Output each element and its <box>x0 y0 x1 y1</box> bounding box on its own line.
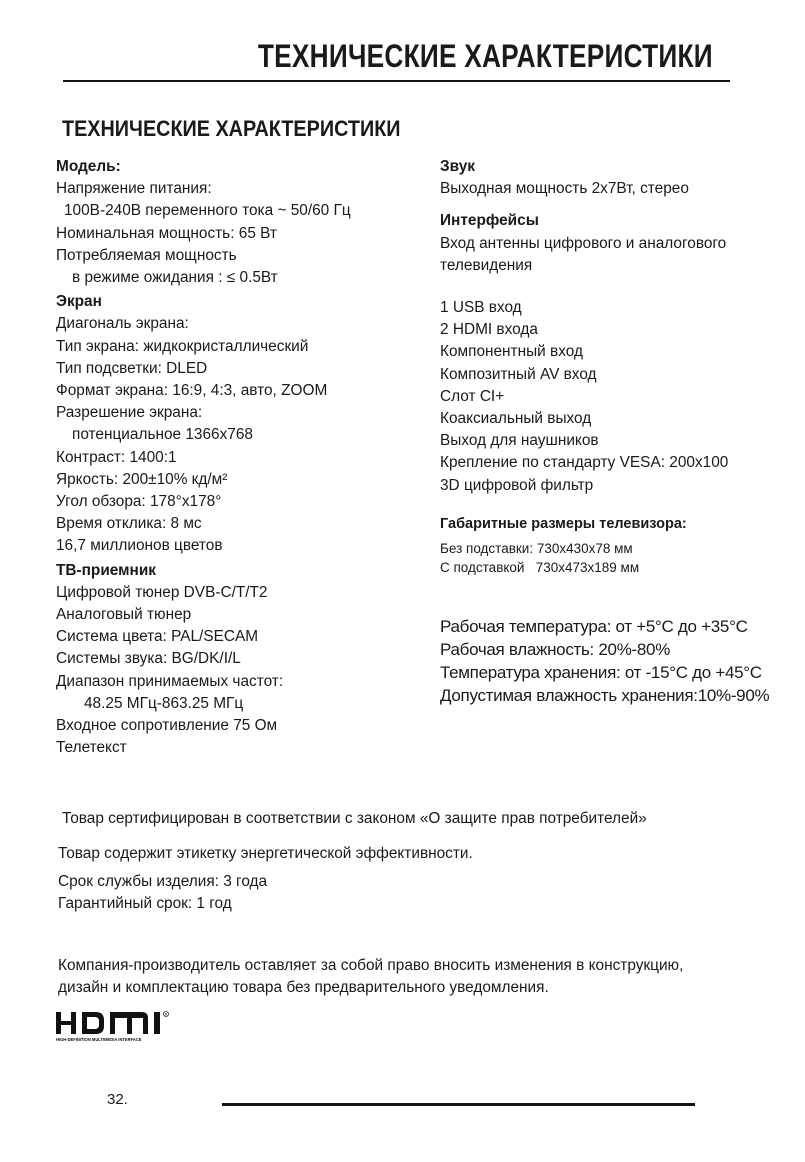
left-column <box>56 156 426 759</box>
spec-line: Без подставки: 730x430x78 мм <box>440 541 633 557</box>
spec-line: Номинальная мощность: 65 Вт <box>56 224 277 242</box>
spec-line: Выходная мощность 2x7Вт, стерео <box>440 180 689 198</box>
spec-line: Композитный AV вход <box>440 365 597 383</box>
spec-line: Выход для наушников <box>440 432 599 450</box>
hdmi-tagline: HIGH-DEFINITION MULTIMEDIA INTERFACE <box>56 1037 142 1042</box>
certification-note <box>62 808 647 830</box>
spec-line: Компонентный вход <box>440 343 583 361</box>
spec-line: Допустимая влажность хранения:10%-90% <box>440 686 770 706</box>
spec-line: Контраст: 1400:1 <box>56 448 177 466</box>
spec-line: в режиме ожидания : ≤ 0.5Вт <box>72 269 278 287</box>
spec-line: Тип подсветки: DLED <box>56 359 208 377</box>
spec-line: 1 USB вход <box>440 299 522 317</box>
hdmi-logo <box>56 1010 184 1044</box>
spec-line: Система цвета: PAL/SECAM <box>56 628 259 646</box>
spec-line: Формат экрана: 16:9, 4:3, авто, ZOOM <box>56 382 328 400</box>
footer-line: дизайн и комплектацию товара без предварительного уведомления. <box>58 979 549 996</box>
spec-line: Вход антенны цифрового и аналогового <box>440 234 727 252</box>
spec-line: Системы звука: BG/DK/I/L <box>56 650 241 668</box>
spec-line: Температура хранения: от -15°C до +45°C <box>440 663 762 683</box>
footer-line: Срок службы изделия: 3 года <box>58 873 268 890</box>
spec-line: Коаксиальный выход <box>440 410 592 428</box>
svg-text:R: R <box>164 1012 168 1017</box>
energy-label-note <box>58 843 473 865</box>
spec-line: 48.25 МГц-863.25 МГц <box>84 694 244 712</box>
disclaimer <box>58 955 683 999</box>
tv-receiver-heading: ТВ-приемник <box>56 561 157 579</box>
spec-line: Время отклика: 8 мс <box>56 515 202 533</box>
spec-line: Рабочая влажность: 20%-80% <box>440 640 671 660</box>
dimensions-heading: Габаритные размеры телевизора: <box>440 515 687 532</box>
spec-line: Телетекст <box>56 739 127 757</box>
right-column <box>440 156 790 707</box>
spec-line: Напряжение питания: <box>56 180 212 198</box>
footer-line: Гарантийный срок: 1 год <box>58 895 232 912</box>
section-title: ТЕХНИЧЕСКИЕ ХАРАКТЕРИСТИКИ <box>62 116 401 141</box>
spec-line: Входное сопротивление 75 Ом <box>56 717 278 735</box>
spec-line: 3D цифровой фильтр <box>440 476 594 494</box>
spec-line: Угол обзора: 178°x178° <box>56 493 222 511</box>
spec-line: Потребляемая мощность <box>56 246 237 264</box>
header-divider <box>63 80 730 82</box>
spec-line: Разрешение экрана: <box>56 404 203 422</box>
operating-conditions <box>440 615 790 707</box>
spec-line: Слот CI+ <box>440 387 505 405</box>
spec-line: Рабочая температура: от +5°C до +35°C <box>440 617 748 637</box>
spec-line: Аналоговый тюнер <box>56 606 192 624</box>
spec-line: С подставкой 730x473x189 мм <box>440 560 640 576</box>
spec-line: 2 HDMI входа <box>440 321 538 339</box>
spec-line: Крепление по стандарту VESA: 200x100 <box>440 454 729 472</box>
page-number: 32. <box>107 1091 128 1108</box>
spec-line: Цифровой тюнер DVB-C/T/T2 <box>56 583 268 601</box>
screen-heading: Экран <box>56 293 102 311</box>
page-header-title: ТЕХНИЧЕСКИЕ ХАРАКТЕРИСТИКИ <box>257 38 713 74</box>
spec-line: Яркость: 200±10% кд/м² <box>56 470 228 488</box>
interfaces-heading: Интерфейсы <box>440 212 539 230</box>
footer-divider <box>222 1103 695 1106</box>
spec-line: потенциальное 1366x768 <box>72 426 253 444</box>
footer-line: Товар сертифицирован в соответствии с законом «О защите прав потребителей» <box>62 810 647 827</box>
spec-line: 16,7 миллионов цветов <box>56 537 223 555</box>
spec-line: Диагональ экрана: <box>56 315 189 333</box>
footer-line: Компания-производитель оставляет за собой право вносить изменения в конструкцию, <box>58 957 684 974</box>
spec-line: телевидения <box>440 256 533 274</box>
spec-line: 100В-240В переменного тока ~ 50/60 Гц <box>64 202 351 220</box>
spec-line: Диапазон принимаемых частот: <box>56 672 284 690</box>
model-heading: Модель: <box>56 158 121 175</box>
footer-line: Товар содержит этикетку энергетической эффективности. <box>58 845 473 862</box>
sound-heading: Звук <box>440 158 475 175</box>
service-info <box>58 871 267 915</box>
spec-line: Тип экрана: жидкокристаллический <box>56 337 309 355</box>
